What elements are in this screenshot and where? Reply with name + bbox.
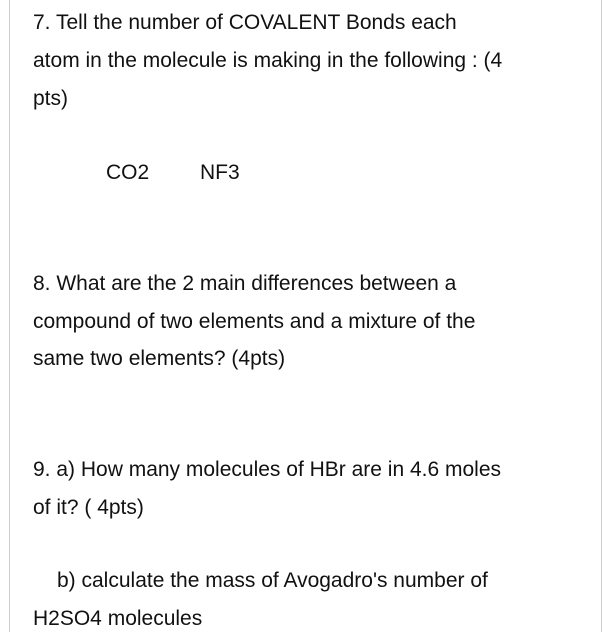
question-7-line-3: pts) (33, 87, 69, 110)
question-9b-line-2: H2SO4 molecules (33, 607, 203, 630)
question-9a-line-2: of it? ( 4pts) (33, 496, 144, 519)
molecule-nf3: NF3 (200, 161, 240, 184)
question-7-line-1: 7. Tell the number of COVALENT Bonds each (33, 11, 457, 34)
molecule-co2: CO2 (106, 161, 150, 184)
question-8-line-1: 8. What are the 2 main differences between a (33, 272, 457, 295)
question-8-line-3: same two elements? (4pts) (33, 347, 286, 370)
question-9a-line-1: 9. a) How many molecules of HBr are in 4.6 moles (33, 458, 502, 481)
question-8-line-2: compound of two elements and a mixture of the (33, 310, 476, 333)
left-page-edge (9, 0, 10, 632)
question-9b-line-1: b) calculate the mass of Avogadro's number of (57, 569, 488, 592)
right-page-edge (601, 0, 602, 632)
question-7-line-2: atom in the molecule is making in the following : (4 (33, 49, 503, 72)
